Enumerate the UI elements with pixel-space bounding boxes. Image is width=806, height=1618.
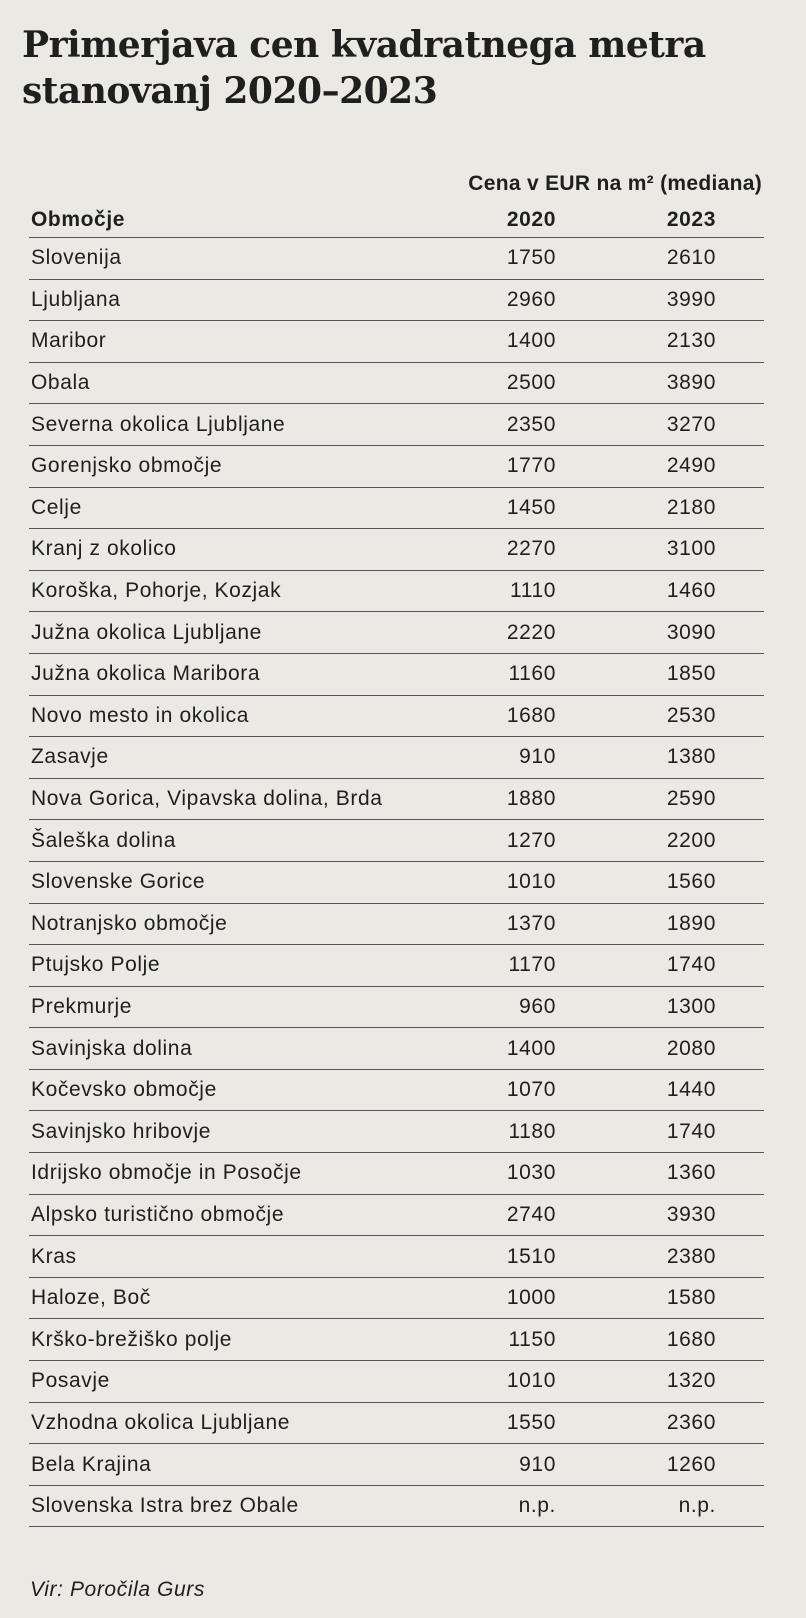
table-row	[29, 529, 764, 571]
area-cell: Haloze, Boč	[31, 1286, 151, 1310]
area-cell: Nova Gorica, Vipavska dolina, Brda	[31, 787, 383, 811]
price-2023-cell: 2380	[666, 1244, 716, 1268]
price-2020-cell: 1150	[508, 1327, 556, 1351]
price-2023-cell: 3270	[666, 412, 716, 436]
price-2020-cell: 1030	[506, 1161, 556, 1185]
price-2020-cell: 1370	[506, 911, 556, 935]
table-row	[29, 1194, 764, 1236]
table-row	[29, 737, 764, 779]
price-caption: Cena v EUR na m² (mediana)	[468, 172, 762, 195]
price-2020-cell: 1160	[508, 662, 556, 686]
price-2020-cell: 1450	[506, 495, 556, 519]
area-cell: Celje	[31, 495, 82, 519]
table-row	[29, 1402, 764, 1444]
area-cell: Ljubljana	[31, 287, 121, 311]
price-2023-cell: 1380	[666, 745, 716, 769]
table-row	[29, 445, 764, 487]
price-2020-cell: 2960	[506, 287, 556, 311]
area-cell: Savinjska dolina	[31, 1036, 193, 1060]
price-2020-cell: 2350	[506, 412, 556, 436]
area-cell: Bela Krajina	[31, 1452, 152, 1476]
table-row	[29, 362, 764, 404]
table-row	[29, 570, 764, 612]
price-2023-cell: 3090	[666, 620, 716, 644]
price-2020-cell: 2740	[506, 1202, 556, 1226]
header-area: Območje	[31, 208, 126, 231]
price-2023-cell: 1360	[666, 1161, 716, 1185]
source-note: Vir: Poročila Gurs	[30, 1578, 205, 1601]
table-row	[29, 487, 764, 529]
area-cell: Maribor	[31, 329, 107, 353]
area-cell: Kočevsko območje	[31, 1078, 217, 1102]
price-2023-cell: 1260	[666, 1452, 716, 1476]
area-cell: Slovenska Istra brez Obale	[31, 1494, 299, 1518]
price-2023-cell: 1580	[666, 1286, 716, 1310]
price-2020-cell: 1110	[510, 579, 556, 603]
price-2020-cell: 1170	[508, 953, 556, 977]
table-row	[29, 1153, 764, 1195]
area-cell: Ptujsko Polje	[31, 953, 161, 977]
table-row	[29, 1444, 764, 1486]
table-row	[29, 1319, 764, 1361]
table-row	[29, 279, 764, 321]
area-cell: Prekmurje	[31, 994, 133, 1018]
price-2023-cell: 2360	[666, 1410, 716, 1434]
price-2023-cell: 2490	[666, 454, 716, 478]
price-2020-cell: 1400	[506, 1036, 556, 1060]
price-2020-cell: 1180	[508, 1119, 556, 1143]
table-row	[29, 903, 764, 945]
price-2023-cell: 1680	[666, 1327, 716, 1351]
area-cell: Gorenjsko območje	[31, 454, 223, 478]
price-2020-cell: 1680	[506, 703, 556, 727]
table-row	[29, 1361, 764, 1403]
table-row	[29, 1277, 764, 1319]
price-2023-cell: 3990	[666, 287, 716, 311]
price-2020-cell: 1010	[506, 1369, 556, 1393]
price-2023-cell: 3100	[666, 537, 716, 561]
area-cell: Severna okolica Ljubljane	[31, 412, 286, 436]
price-2020-cell: 1010	[506, 870, 556, 894]
price-2023-cell: 2610	[666, 246, 716, 270]
price-2020-cell: 1070	[506, 1078, 556, 1102]
price-2020-cell: 1400	[506, 329, 556, 353]
area-cell: Vzhodna okolica Ljubljane	[31, 1410, 291, 1434]
price-2020-cell: 1750	[506, 246, 556, 270]
price-2020-cell: 2220	[506, 620, 556, 644]
price-2023-cell: 2590	[666, 787, 716, 811]
price-table	[29, 203, 764, 1527]
table-row	[29, 612, 764, 654]
area-cell: Zasavje	[31, 745, 109, 769]
price-2020-cell: 1270	[506, 828, 556, 852]
table-body	[29, 238, 764, 1527]
area-cell: Savinjsko hribovje	[31, 1119, 212, 1143]
price-2023-cell: 1560	[666, 870, 716, 894]
table-row	[29, 695, 764, 737]
price-2023-cell: 1460	[666, 579, 716, 603]
page-title: Primerjava cen kvadratnega metra stanovanj 2020–2023	[22, 24, 706, 112]
table-row	[29, 238, 764, 280]
table-row	[29, 653, 764, 695]
header-2023: 2023	[666, 208, 716, 231]
price-2020-cell: 1770	[506, 454, 556, 478]
table-row	[29, 1485, 764, 1527]
area-cell: Šaleška dolina	[31, 828, 176, 852]
price-2023-cell: 1740	[666, 953, 716, 977]
price-2020-cell: 910	[519, 1452, 556, 1476]
table-row	[29, 1069, 764, 1111]
price-2020-cell: 1550	[506, 1410, 556, 1434]
price-2020-cell: 910	[519, 745, 556, 769]
area-cell: Alpsko turistično območje	[31, 1202, 285, 1226]
price-2023-cell: 1300	[666, 994, 716, 1018]
area-cell: Slovenija	[31, 246, 122, 270]
price-2023-cell: 2130	[666, 329, 716, 353]
area-cell: Krško-brežiško polje	[31, 1327, 233, 1351]
header-2020: 2020	[506, 208, 556, 231]
price-2023-cell: 1320	[666, 1369, 716, 1393]
table-row	[29, 986, 764, 1028]
price-2020-cell: n.p.	[518, 1494, 556, 1518]
table-header	[29, 203, 764, 238]
price-2020-cell: 1000	[506, 1286, 556, 1310]
area-cell: Koroška, Pohorje, Kozjak	[31, 579, 282, 603]
table-row	[29, 1028, 764, 1070]
price-2020-cell: 960	[519, 994, 556, 1018]
area-cell: Slovenske Gorice	[31, 870, 206, 894]
area-cell: Idrijsko območje in Posočje	[31, 1161, 302, 1185]
price-2023-cell: 1440	[666, 1078, 716, 1102]
price-2023-cell: 1890	[666, 911, 716, 935]
price-2023-cell: 2180	[666, 495, 716, 519]
table-row	[29, 778, 764, 820]
price-2023-cell: n.p.	[678, 1494, 716, 1518]
table-row	[29, 321, 764, 363]
area-cell: Kras	[31, 1244, 77, 1268]
area-cell: Novo mesto in okolica	[31, 703, 250, 727]
price-2020-cell: 1880	[506, 787, 556, 811]
table-row	[29, 1111, 764, 1153]
price-2023-cell: 3890	[666, 371, 716, 395]
price-2023-cell: 1850	[666, 662, 716, 686]
area-cell: Obala	[31, 371, 91, 395]
area-cell: Južna okolica Ljubljane	[31, 620, 262, 644]
area-cell: Posavje	[31, 1369, 110, 1393]
price-2020-cell: 2500	[506, 371, 556, 395]
price-2023-cell: 1740	[666, 1119, 716, 1143]
table-row	[29, 1236, 764, 1278]
price-2020-cell: 1510	[506, 1244, 556, 1268]
header-row	[29, 203, 764, 238]
table-row	[29, 945, 764, 987]
area-cell: Južna okolica Maribora	[31, 662, 261, 686]
table-row	[29, 404, 764, 446]
price-2023-cell: 3930	[666, 1202, 716, 1226]
price-2023-cell: 2530	[666, 703, 716, 727]
area-cell: Kranj z okolico	[31, 537, 177, 561]
price-2023-cell: 2200	[666, 828, 716, 852]
area-cell: Notranjsko območje	[31, 911, 228, 935]
price-2020-cell: 2270	[506, 537, 556, 561]
table-row	[29, 861, 764, 903]
price-2023-cell: 2080	[666, 1036, 716, 1060]
table-row	[29, 820, 764, 862]
